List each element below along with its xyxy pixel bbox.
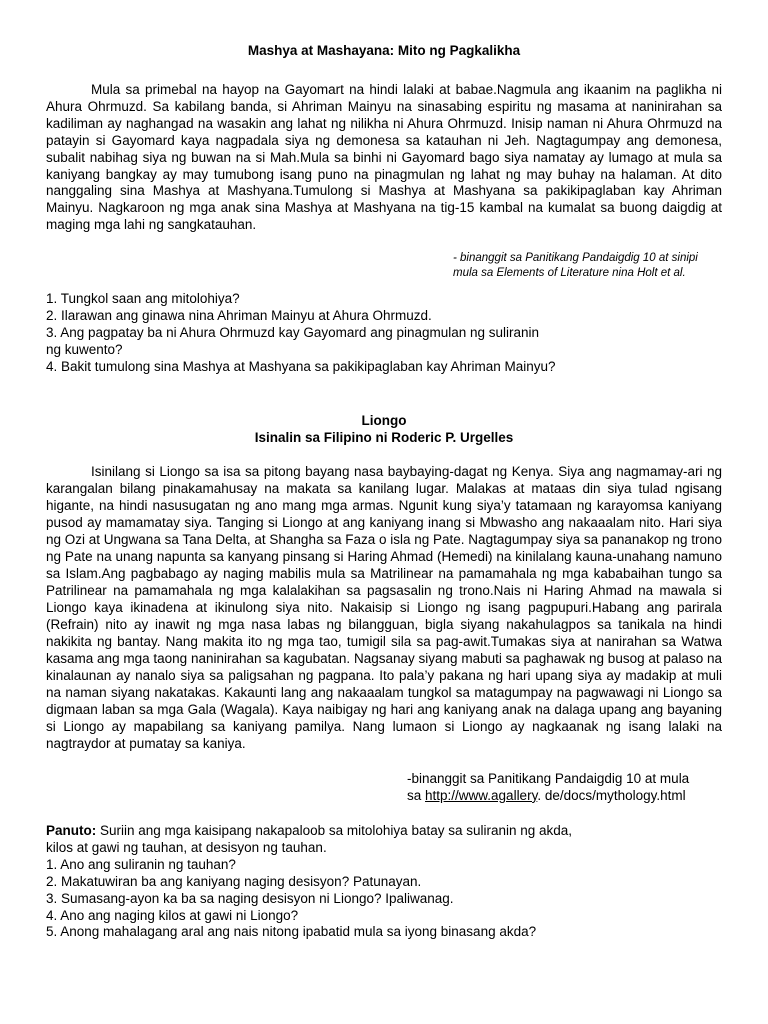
story2-source-suffix: . de/docs/mythology.html	[537, 787, 686, 803]
story2-source-line2	[407, 788, 747, 805]
story1-title: Mashya at Mashayana: Mito ng Pagkalikha	[247, 43, 521, 58]
story2-source-prefix: sa	[407, 787, 426, 803]
story1-source-line1: - binanggit sa Panitikang Pandaigdig 10 at sinipi	[453, 252, 698, 264]
story1-questions	[46, 291, 726, 376]
panuto-text: Suriin ang mga kaisipang nakapaloob sa mitolohiya batay sa suliranin ng akda,	[96, 823, 573, 838]
story1-question: 1. Tungkol saan ang mitolohiya?	[46, 291, 240, 306]
source-link[interactable]: http://www.agallery	[425, 787, 538, 803]
story2-question: 4. Ano ang naging kilos at gawi ni Liongo?	[46, 907, 299, 923]
story2-question: 2. Makatuwiran ba ang kaniyang naging desisyon? Patunayan.	[46, 873, 422, 889]
story2-source	[407, 771, 747, 805]
panuto-label: Panuto:	[46, 823, 97, 838]
story2-source-line1: -binanggit sa Panitikang Pandaigdig 10 at mula	[407, 771, 690, 786]
panuto-section	[46, 823, 726, 941]
story2-title: Liongo	[361, 413, 407, 428]
story1-question: ng kuwento?	[46, 341, 123, 357]
story1-question: 2. Ilarawan ang ginawa nina Ahriman Mainyu at Ahura Ohrmuzd.	[46, 307, 432, 323]
story1-question: 3. Ang pagpatay ba ni Ahura Ohrmuzd kay Gayomard ang pinagmulan ng suliranin	[46, 324, 540, 340]
story2-body: Isinilang si Liongo sa isa sa pitong bayang nasa baybaying-dagat ng Kenya. Siya ang nagmamay-ari ng karangalan bilang pinakamahusay na makata sa kanilang lugar. Malakas at mataas din siya tulad ngisang higante, na hindi nasusugatan ng ano mang mga armas. Ngunit kung siya’y tatamaan ng karayomsa kaniyang pusod ay mamamatay siya. Tanging si Liongo at ang kaniyang inang si Mbwasho ang nakaaalam nito. Hari siya ng Ozi at Ungwana sa Tana Delta, at Shangha sa Faza o isla ng Pate. Nagtagumpay siya sa pananakop ng trono ng Pate na unang napunta sa kanyang pinsang si Haring Ahmad (Hemedi) na kinilalang kauna-unahang namuno sa Islam.Ang pagbabago ay naging mabilis mula sa Matrilinear na pamamahala ng mga kababaihan tungo sa Patrilinear na pamamahala ng mga kalalakihan sa pagsasalin ng trono.Nais ni Haring Ahmad na mawala si Liongo kaya ikinadena at ikinulong siya nito. Nakaisip si Liongo ng isang pagpupuri.Habang ang parirala (Refrain) nito ay inawit ng mga nasa labas ng bilangguan, bigla siyang nakahulagpos sa tanikala na hindi nakikita ng bantay. Nang makita ito ng mga tao, tumigil sila sa pag-awit.Tumakas siya at nanirahan sa Watwa kasama ang mga taong naninirahan sa kagubatan. Nagsanay siyang mabuti sa paghawak ng busog at palaso na kinalaunan ay nanalo siya sa paligsahan ng pagpana. Ito pala’y pakana ng hari upang siya ay madakip at muli na naman siyang nakatakas. Kakaunti lang ang nakaaalam tungkol sa matagumpay na pagwawagi ni Liongo sa digmaan laban sa mga Gala (Wagala). Kaya naibigay ng hari ang kaniyang anak na dalaga upang ang bayaning si Liongo ay mapabilang sa kaniyang pamilya. Nang lumaon si Liongo ay nagkaanak ng isang lalaki na nagtraydor at pumatay sa kaniya.	[46, 464, 722, 751]
story1-source	[453, 251, 753, 280]
story2-question: 5. Anong mahalagang aral ang nais nitong ipabatid mula sa iyong binasang akda?	[46, 924, 537, 940]
story2-question: 1. Ano ang suliranin ng tauhan?	[46, 856, 236, 872]
panuto-line1	[46, 823, 726, 840]
story2-subtitle: Isinalin sa Filipino ni Roderic P. Urgelles	[254, 430, 514, 445]
panuto-line2: kilos at gawi ng tauhan, at desisyon ng tauhan.	[46, 839, 327, 855]
story1-body: Mula sa primebal na hayop na Gayomart na hindi lalaki at babae.Nagmula ang ikaanim na paglikha ni Ahura Ohrmuzd. Sa kabilang banda, si Ahriman Mainyu na sinasabing espiritu ng masama at naninirahan sa kadiliman ay naghangad na wasakin ang lahat ng nilikha ni Ahura Ohrmuzd. Inisip naman ni Ahura Ohrmuzd na patayin si Gayomard kaya nagpadala siya ng demonesa sa katauhan ni Jeh. Nagtagumpay ang demonesa, subalit nabihag siya ng buwan na si Mah.Mula sa binhi ni Gayomard bago siya namatay ay lumago at mula sa kaniyang bangkay ay may tumubong isang puno na pinagmulan ng lahat ng may buhay na halaman. At dito nanggaling sina Mashya at Mashyana.Tumulong si Mashya at Mashyana sa pakikipaglaban kay Ahriman Mainyu. Nagkaroon ng mga anak sina Mashya at Mashyana na tig-15 kambal na kumalat sa buong daigdig at maging mga lahi ng sangkatauhan.	[46, 82, 722, 233]
story1-source-line2: mula sa Elements of Literature nina Holt et al.	[453, 266, 686, 279]
story1-question: 4. Bakit tumulong sina Mashya at Mashyana sa pakikipaglaban kay Ahriman Mainyu?	[46, 358, 556, 374]
story2-question: 3. Sumasang-ayon ka ba sa naging desisyon ni Liongo? Ipaliwanag.	[46, 890, 454, 906]
